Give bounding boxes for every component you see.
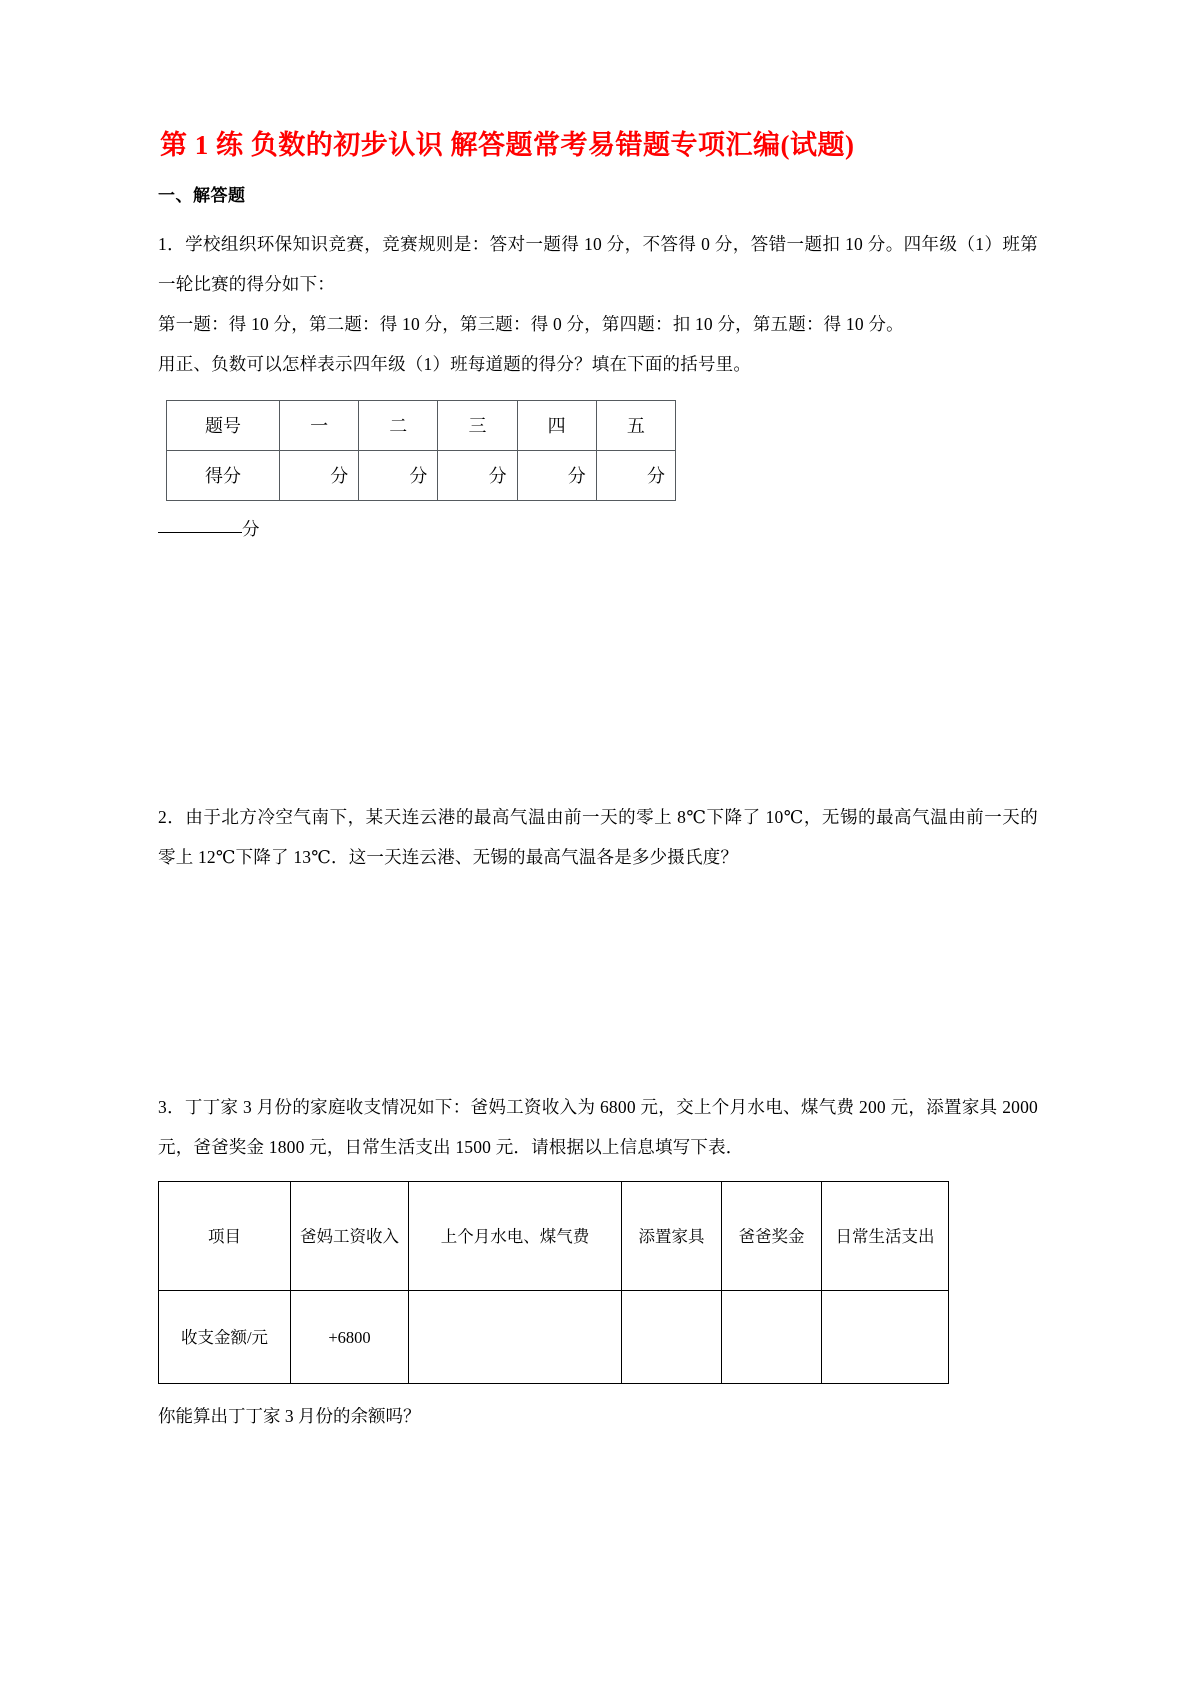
budget-header-cell: 添置家具 (622, 1182, 722, 1291)
question-2-line-1: 2．由于北方冷空气南下，某天连云港的最高气温由前一天的零上 8℃下降了 10℃，无锡的最高气温由前一天的零上 12℃下降了 13℃．这一天连云港、无锡的最高气温各是多少摄氏度？ (158, 807, 1038, 867)
question-3 (158, 1087, 1038, 1434)
question-1 (158, 224, 1038, 547)
score-table-row-label: 得分 (167, 451, 280, 501)
budget-row-label: 收支金额/元 (159, 1291, 291, 1384)
answer-blank-unit: 分 (242, 519, 260, 539)
score-answer-cell[interactable]: 分 (596, 451, 675, 501)
score-answer-cell[interactable]: 分 (280, 451, 359, 501)
score-table-cell: 一 (280, 401, 359, 451)
score-answer-cell[interactable]: 分 (438, 451, 517, 501)
budget-value-cell[interactable] (822, 1291, 949, 1384)
question-1-line-1: 1．学校组织环保知识竞赛，竞赛规则是：答对一题得 10 分，不答得 0 分，答错一题扣 10 分。四年级（1）班第一轮比赛的得分如下： (158, 234, 1038, 294)
page-content (158, 128, 1038, 1436)
budget-value-cell[interactable] (409, 1291, 622, 1384)
budget-header-cell: 上个月水电、煤气费 (409, 1182, 622, 1291)
table-row (159, 1182, 949, 1291)
budget-header-cell: 爸妈工资收入 (291, 1182, 409, 1291)
section-heading: 一、解答题 (158, 186, 246, 205)
answer-blank-line (158, 511, 1038, 547)
budget-header-cell: 日常生活支出 (822, 1182, 949, 1291)
table-row (167, 401, 676, 451)
question-3-line-1: 3．丁丁家 3 月份的家庭收支情况如下：爸妈工资收入为 6800 元，交上个月水电、煤气费 200 元，添置家具 2000 元，爸爸奖金 1800 元，日常生活支出 1500 元．请根据以上信息填写下表． (158, 1097, 1038, 1157)
score-table-cell: 三 (438, 401, 517, 451)
score-answer-cell[interactable]: 分 (517, 451, 596, 501)
score-table-cell: 二 (359, 401, 438, 451)
budget-value-cell[interactable] (622, 1291, 722, 1384)
budget-header-cell: 爸爸奖金 (722, 1182, 822, 1291)
score-answer-cell[interactable]: 分 (359, 451, 438, 501)
table-row (167, 451, 676, 501)
answer-space-1 (158, 549, 1038, 797)
budget-value-cell[interactable] (722, 1291, 822, 1384)
score-table-cell: 四 (517, 401, 596, 451)
question-2 (158, 797, 1038, 877)
answer-space-2 (158, 879, 1038, 1087)
score-table-row-label: 题号 (167, 401, 280, 451)
table-row (159, 1291, 949, 1384)
budget-table (158, 1181, 949, 1384)
answer-blank-rule[interactable] (158, 532, 242, 533)
budget-header-cell: 项目 (159, 1182, 291, 1291)
budget-value-cell[interactable]: +6800 (291, 1291, 409, 1384)
score-table-cell: 五 (596, 401, 675, 451)
question-1-line-3: 用正、负数可以怎样表示四年级（1）班每道题的得分？填在下面的括号里。 (158, 354, 752, 374)
question-3-tail: 你能算出丁丁家 3 月份的余额吗？ (158, 1406, 421, 1426)
score-table (166, 400, 676, 501)
page-title: 第 1 练 负数的初步认识 解答题常考易错题专项汇编(试题) (160, 130, 855, 160)
question-1-line-2: 第一题：得 10 分，第二题：得 10 分，第三题：得 0 分，第四题：扣 10 分，第五题：得 10 分。 (158, 314, 904, 334)
